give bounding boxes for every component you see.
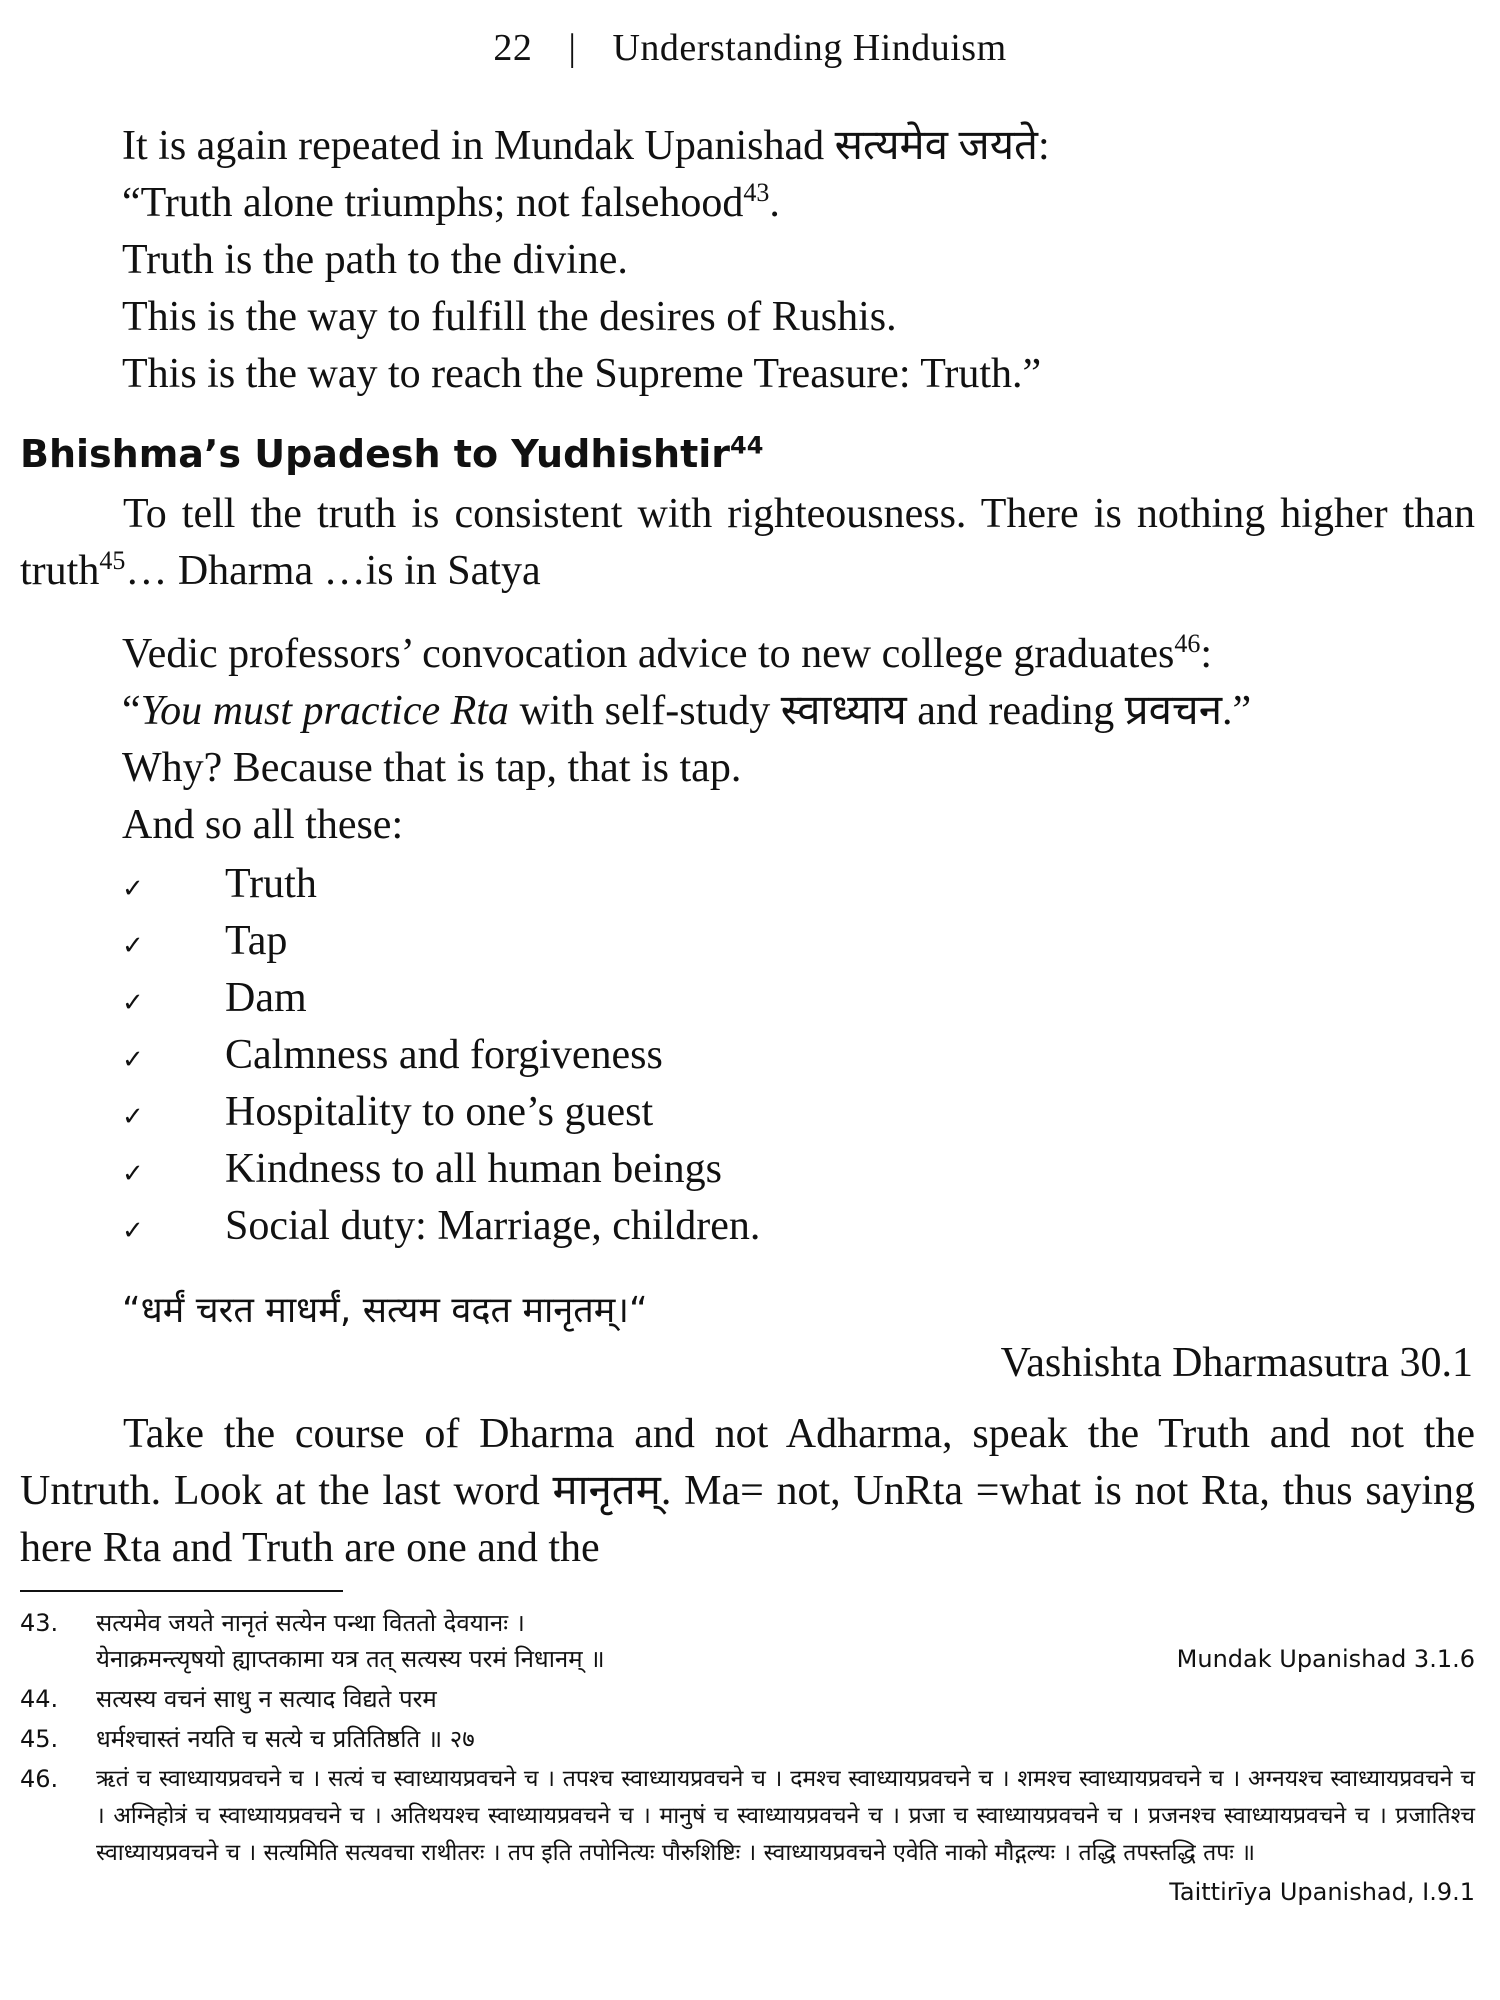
footnote-ref-45[interactable]: 45: [99, 546, 126, 575]
footnote-text: ऋतं च स्वाध्यायप्रवचने च । सत्यं च स्वाध्यायप्रवचने च । तपश्च स्वाध्यायप्रवचने च । दमश्च स्वाध्यायप्रवचने च । शमश्च स्वाध्यायप्रवचने च । अग्नयश्च स्वाध्यायप्रवचने च । अग्निहोत्रं च स्वाध्यायप्रवचने च । अतिथयश्च स्वाध्यायप्रवचने च । मानुषं च स्वाध्यायप्रवचने च । प्रजा च स्वाध्यायप्रवचने च । प्रजनश्च स्वाध्यायप्रवचने च । प्रजातिश्च स्वाध्यायप्रवचने च । सत्यमिति सत्यवचा राथीतरः । तप इति तपोनित्यः पौरुशिष्टिः । स्वाध्यायप्रवचने एवेति नाको मौद्गल्यः । तद्धि तपस्तद्धि तपः ॥: [96, 1766, 1475, 1866]
list-item: ✓ Kindness to all human beings: [122, 1141, 760, 1198]
quote-line: “Truth alone triumphs; not falsehood$^{43}$.: [122, 178, 780, 226]
list-item: ✓ Social duty: Marriage, children.: [122, 1198, 760, 1255]
checkmark-icon: ✓: [122, 874, 144, 904]
footnote-45: [20, 1721, 1475, 1757]
footnote-line: येनाक्रमन्त्यृषयो ह्याप्तकामा यत्र तत् सत्यस्य परमं निधानम् ॥ Mundak Upanishad 3.1.6: [96, 1641, 1475, 1677]
footnote-number: 43.: [20, 1609, 59, 1637]
page-number: 22: [493, 27, 533, 69]
list-item: ✓ Truth: [122, 856, 760, 913]
footnote-line: सत्यमेव जयते नानृतं सत्येन पन्था विततो देवयानः ।: [96, 1609, 525, 1637]
footnote-ref-43[interactable]: 43: [743, 178, 770, 207]
paragraph-dharma-truth: Take the course of Dharma and not Adharma, speak the Truth and not the Untruth. Look at the last word मानृतम्. Ma= not, UnRta =what is not Rta, thus saying here Rta and Truth are one and the: [20, 1411, 1475, 1571]
footnote-ref-46[interactable]: 46: [1174, 629, 1201, 658]
list-item: ✓ Hospitality to one’s guest: [122, 1084, 760, 1141]
virtues-checklist: [122, 856, 760, 1255]
vedic-line: “You must practice Rta with self-study स्वाध्याय and reading प्रवचन.”: [122, 688, 1252, 734]
opening-quote-block: [122, 118, 1462, 403]
vedic-advice-block: [122, 626, 1477, 854]
footnote-divider: [20, 1590, 343, 1592]
book-title: Understanding Hinduism: [612, 27, 1007, 69]
running-head: [0, 26, 1500, 70]
list-item: ✓ Tap: [122, 913, 760, 970]
sanskrit-quote: “धर्मं चरत माधर्मं, सत्यम वदत मानृतम्।“: [122, 1290, 648, 1331]
footnote-source: Mundak Upanishad 3.1.6: [1176, 1645, 1475, 1673]
checkmark-icon: ✓: [122, 1216, 144, 1246]
vedic-line: And so all these:: [122, 802, 404, 848]
section-heading: Bhishma’s Upadesh to Yudhishtir$^{44}$: [20, 431, 764, 476]
quote-line: This is the way to reach the Supreme Treasure: Truth.”: [122, 351, 1042, 397]
checkmark-icon: ✓: [122, 1159, 144, 1189]
footnote-43: [20, 1605, 1475, 1677]
vedic-line: Why? Because that is tap, that is tap.: [122, 745, 742, 791]
footnote-46: [20, 1761, 1475, 1910]
footnote-ref-44[interactable]: 44: [730, 431, 764, 460]
list-item: ✓ Dam: [122, 970, 760, 1027]
quote-line: This is the way to fulfill the desires of Rushis.: [122, 294, 897, 340]
vedic-line: Vedic professors’ convocation advice to new college graduates$^{46}$:: [122, 629, 1212, 677]
footnotes: [20, 1605, 1475, 1914]
footnote-number: 45.: [20, 1725, 59, 1753]
quote-attribution: Vashishta Dharmasutra 30.1: [1000, 1340, 1473, 1386]
footnote-source: Taittirīya Upanishad, I.9.1: [1169, 1878, 1475, 1906]
footnote-number: 46.: [20, 1765, 59, 1793]
list-item: ✓ Calmness and forgiveness: [122, 1027, 760, 1084]
footnote-44: [20, 1681, 1475, 1717]
checkmark-icon: ✓: [122, 1045, 144, 1075]
checkmark-icon: ✓: [122, 1102, 144, 1132]
checkmark-icon: ✓: [122, 988, 144, 1018]
paragraph-truth-righteousness: To tell the truth is consistent with righteousness. There is nothing higher than truth$^{45}$… Dharma …is in Satya: [20, 491, 1475, 594]
quote-line: Truth is the path to the divine.: [122, 237, 628, 283]
quote-line: It is again repeated in Mundak Upanishad सत्यमेव जयते:: [122, 123, 1050, 169]
checkmark-icon: ✓: [122, 931, 144, 961]
footnote-line: सत्यस्य वचनं साधु न सत्याद विद्यते परम: [96, 1685, 437, 1713]
footnote-number: 44.: [20, 1685, 59, 1713]
footnote-line: धर्मश्चास्तं नयति च सत्ये च प्रतितिष्ठति ॥ २७: [96, 1725, 475, 1753]
header-separator: |: [568, 27, 577, 69]
